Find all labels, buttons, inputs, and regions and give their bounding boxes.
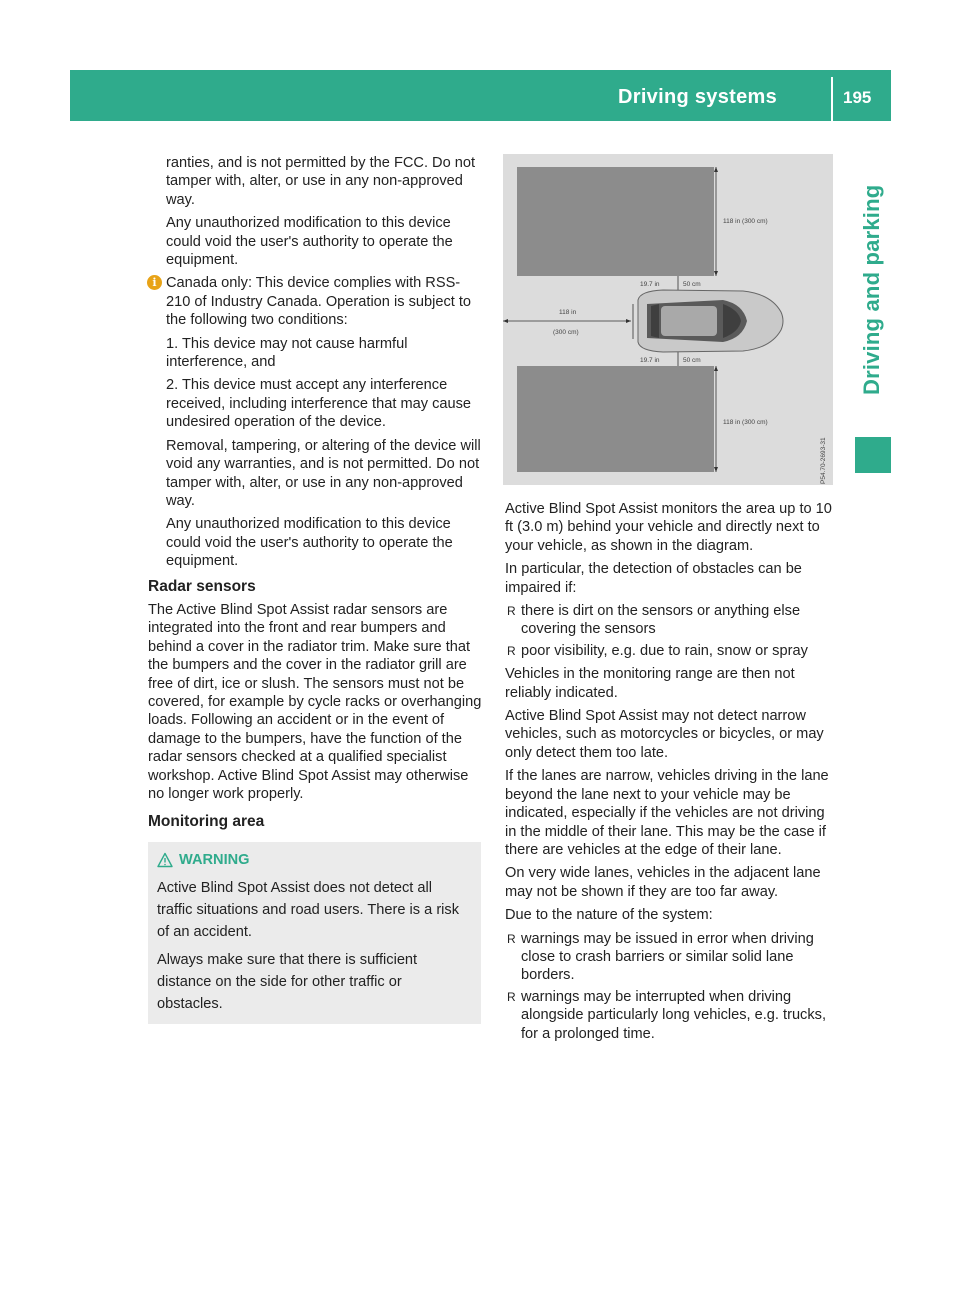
narrow-vehicles-paragraph: Active Blind Spot Assist may not detect narrow vehicles, such as motorcycles or bicycles, or may only detect them too late.	[505, 708, 824, 761]
chapter-tab-label: Driving and parking	[859, 184, 884, 395]
bottom-range-label: 118 in (300 cm)	[723, 419, 768, 426]
left-column	[148, 154, 482, 1024]
list-item	[505, 602, 835, 639]
figure-code: P54.70-2693-31	[820, 437, 827, 484]
removal-paragraph: Removal, tampering, or altering of the device will void any warranties, and is not permitted. Do not tamper with, alter, or use in any non-approved way.	[166, 437, 481, 509]
monitoring-description: Active Blind Spot Assist monitors the area up to 10 ft (3.0 m) behind your vehicle and directly next to your vehicle, as shown in the diagram.	[505, 501, 832, 554]
bullet-icon: R	[507, 931, 516, 946]
warning-box	[148, 842, 481, 1024]
narrow-lanes-paragraph: If the lanes are narrow, vehicles driving in the lane beyond the lane next to your vehicle may be indicated, especially if the vehicles are not driving in the middle of their lane. This may be the case if there are vehicles at the edge of their lane.	[505, 768, 829, 858]
warning-label: WARNING	[179, 851, 250, 868]
section-title: Driving systems	[618, 86, 778, 108]
list-item	[505, 988, 835, 1043]
header-divider	[831, 77, 833, 121]
modification-paragraph: Any unauthorized modification to this device could void the user's authority to operate the equipment.	[166, 215, 453, 269]
condition-2: 2. This device must accept any interference received, including interference that may cause undesired operation of the device.	[166, 377, 472, 431]
list-item	[505, 642, 835, 660]
canada-intro: Canada only: This device complies with RSS-210 of Industry Canada. Operation is subject to the following two conditions:	[166, 275, 472, 329]
car-top-view	[638, 290, 783, 352]
bullet-icon: R	[507, 989, 516, 1004]
warning-triangle-icon	[157, 852, 173, 868]
bottom-monitoring-zone	[517, 366, 714, 472]
top-range-label: 118 in (300 cm)	[723, 218, 768, 225]
top-monitoring-zone	[517, 167, 714, 276]
impairment-intro: In particular, the detection of obstacles can be impaired if:	[505, 561, 802, 596]
bullet-text: warnings may be interrupted when driving alongside particularly long vehicles, e.g. trucks, for a prolonged time.	[521, 988, 827, 1042]
warning-text-1: Active Blind Spot Assist does not detect all traffic situations and road users. There is a risk of an accident.	[157, 880, 460, 941]
bullet-text: there is dirt on the sensors or anything else covering the sensors	[521, 603, 801, 638]
gap-top-in-label: 19.7 in	[640, 281, 660, 288]
chapter-tab-marker	[855, 437, 891, 473]
bullet-text: poor visibility, e.g. due to rain, snow or spray	[521, 642, 808, 659]
diagram-svg	[503, 154, 833, 485]
list-item	[505, 930, 835, 985]
bullet-text: warnings may be issued in error when driving close to crash barriers or similar solid lane borders.	[521, 930, 814, 984]
monitoring-area-diagram	[503, 154, 833, 485]
reliability-paragraph: Vehicles in the monitoring range are then not reliably indicated.	[505, 666, 795, 701]
warning-text-2: Always make sure that there is sufficient distance on the side for other traffic or obstacles.	[157, 952, 418, 1013]
wide-lanes-paragraph: On very wide lanes, vehicles in the adjacent lane may not be shown if they are too far away.	[505, 865, 821, 900]
info-note	[148, 274, 482, 570]
bullet-icon: R	[507, 604, 516, 619]
gap-bottom-cm-label: 50 cm	[683, 357, 701, 364]
warning-header	[157, 851, 471, 869]
rear-range-in-label: 118 in	[559, 309, 577, 316]
radar-sensors-heading: Radar sensors	[148, 577, 256, 595]
page-number: 195	[843, 88, 872, 107]
unauthorized-paragraph: Any unauthorized modification to this device could void the user's authority to operate the equipment.	[166, 516, 453, 570]
condition-1: 1. This device may not cause harmful interference, and	[166, 335, 408, 371]
bullet-icon: R	[507, 643, 516, 658]
system-nature-intro: Due to the nature of the system:	[505, 907, 713, 924]
right-column	[505, 500, 835, 1046]
rear-range-cm-label: (300 cm)	[553, 329, 579, 336]
radar-sensors-text: The Active Blind Spot Assist radar sensors are integrated into the front and rear bumpers and behind a cover in the radiator trim. Make sure that the bumpers and the cover in the radiator grill are free of dirt, ice or slush. The sensors must not be covered, for example by cycle racks or overhanging loads. Following an accident or in the event of damage to the bumpers, have the function of the radar sensors checked at a qualified specialist workshop. Active Blind Spot Assist may otherwise no longer work properly.	[148, 601, 482, 802]
info-icon: i	[147, 275, 162, 290]
gap-bottom-in-label: 19.7 in	[640, 357, 660, 364]
monitoring-area-heading: Monitoring area	[148, 813, 265, 831]
gap-top-cm-label: 50 cm	[683, 281, 701, 288]
fcc-paragraph: ranties, and is not permitted by the FCC. Do not tamper with, alter, or use in any non-approved way.	[166, 155, 476, 208]
